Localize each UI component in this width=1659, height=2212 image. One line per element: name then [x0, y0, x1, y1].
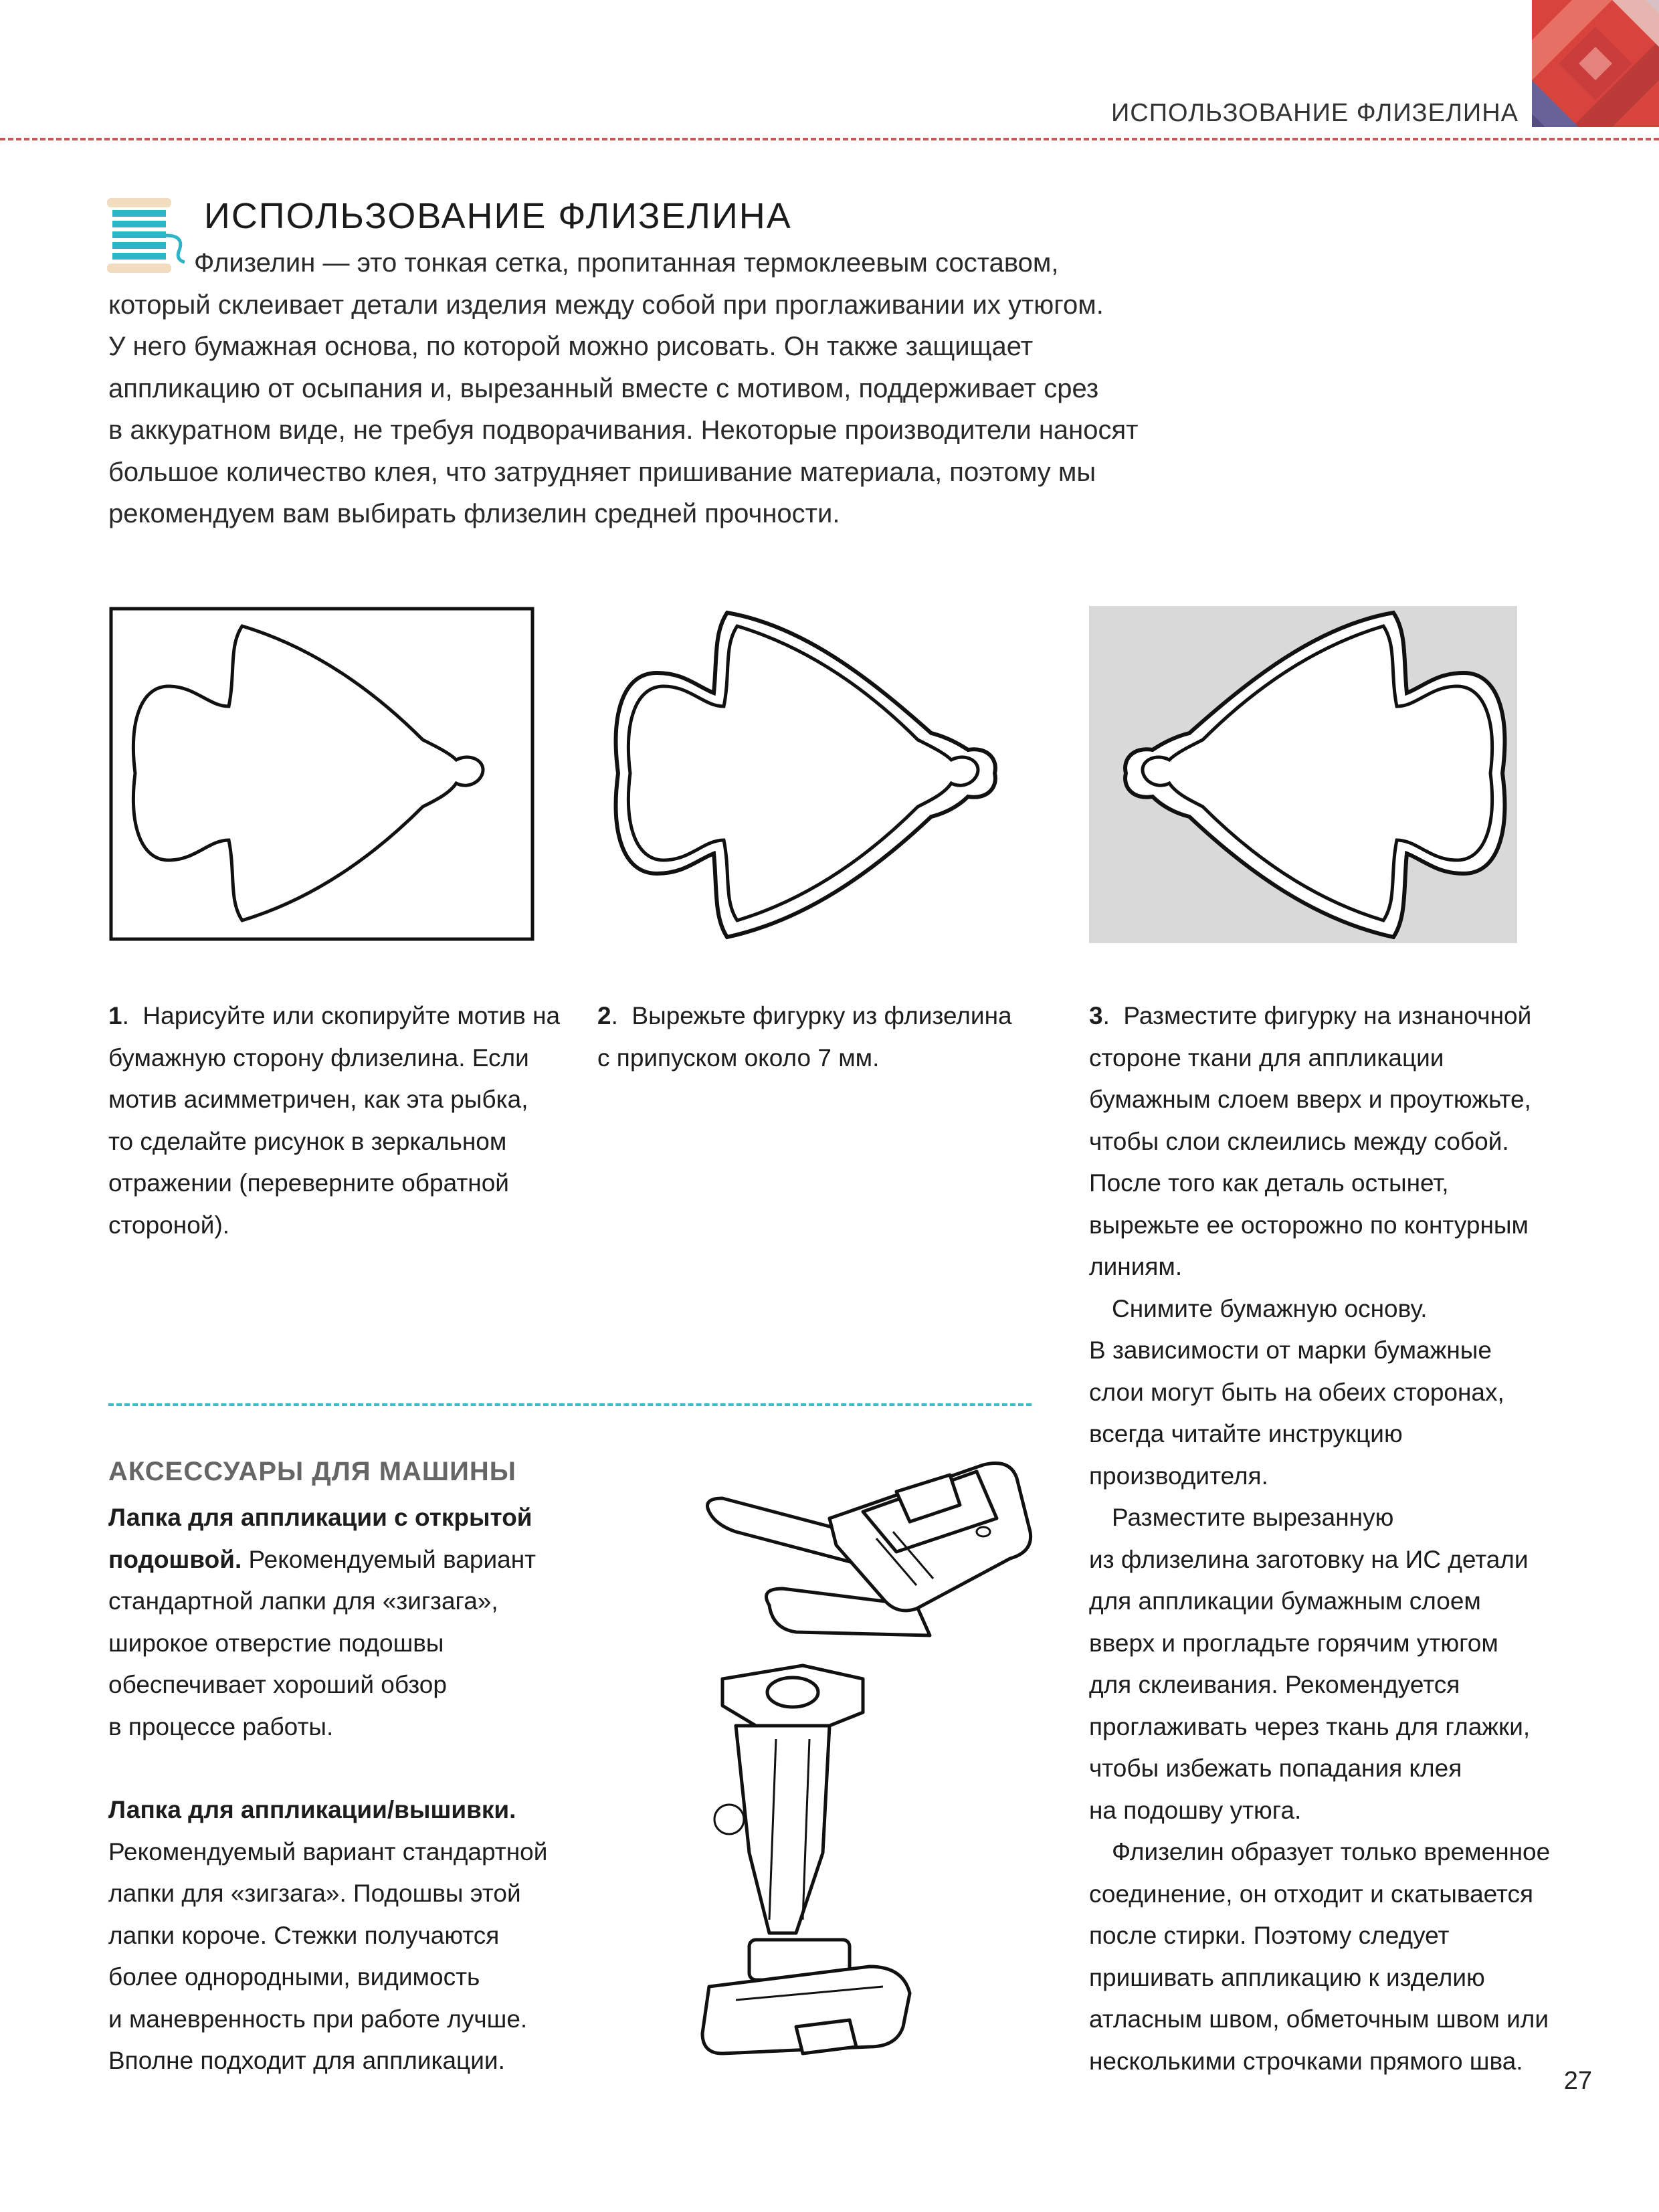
intro-line: большое количество клея, что затрудняет пришивание материала, поэтому мы — [108, 457, 1096, 487]
step-line-text: Вырежьте фигурку из флизелина — [631, 1002, 1012, 1029]
step-line: 3. Разместите фигурку на изнаночной — [1089, 1002, 1532, 1029]
step-line: всегда читайте инструкцию — [1089, 1420, 1403, 1447]
step-line: В зависимости от марки бумажные — [1089, 1336, 1492, 1364]
intro-paragraph — [108, 242, 1446, 535]
acc-line: и маневренность при работе лучше. — [108, 2005, 528, 2033]
step-line: из флизелина заготовку на ИС детали — [1089, 1545, 1529, 1573]
step-line: слои могут быть на обеих сторонах, — [1089, 1378, 1504, 1406]
step-number: 3 — [1089, 1002, 1103, 1029]
step-2-text — [597, 995, 1052, 1079]
acc-line — [108, 1497, 577, 1539]
foot1-name: Лапка для аппликации с открытой — [108, 1504, 532, 1531]
accessories-text — [108, 1497, 577, 2082]
fabric-swatch-image — [1532, 0, 1659, 127]
acc-line: в процессе работы. — [108, 1712, 334, 1740]
step-line: для склеивания. Рекомендуется — [1089, 1671, 1460, 1698]
open-toe-presser-foot-image — [696, 1438, 1044, 1639]
figure-fish-drawing — [108, 606, 536, 943]
step-line: 1. Нарисуйте или скопируйте мотив на — [108, 1002, 561, 1029]
step-line: бумажную сторону флизелина. Если — [108, 1043, 529, 1072]
step-line: соединение, он отходит и скатывается — [1089, 1880, 1534, 1908]
acc-spacer — [108, 1748, 577, 1789]
header-dashed-rule — [0, 138, 1659, 140]
step-line: После того как деталь остынет, — [1089, 1169, 1449, 1197]
intro-line: рекомендуем вам выбирать флизелин средней прочности. — [108, 499, 840, 528]
running-header-title: ИСПОЛЬЗОВАНИЕ ФЛИЗЕЛИНА — [1110, 99, 1519, 127]
step-line: Снимите бумажную основу. — [1112, 1294, 1428, 1322]
section-dashed-divider — [108, 1403, 1032, 1406]
foot2-name: Лапка для аппликации/вышивки. — [108, 1796, 516, 1823]
step-line: чтобы избежать попадания клея — [1089, 1754, 1462, 1782]
intro-line: У него бумажная основа, по которой можно рисовать. Он также защищает — [108, 332, 1034, 361]
step-line: на подошву утюга. — [1089, 1796, 1302, 1824]
step-line: стороне ткани для аппликации — [1089, 1043, 1444, 1072]
acc-line: широкое отверстие подошвы — [108, 1629, 444, 1657]
step-line: Флизелин образует только временное — [1112, 1838, 1551, 1866]
step-line: с припуском около 7 мм. — [597, 1043, 880, 1072]
figure-fish-on-fabric — [1089, 606, 1517, 943]
step-1-text — [108, 995, 563, 1246]
step-line-text: Нарисуйте или скопируйте мотив на — [142, 1002, 561, 1029]
applique-presser-foot-image — [696, 1652, 1044, 2067]
step-line: мотив асимметричен, как эта рыбка, — [108, 1086, 528, 1113]
acc-line: более однородными, видимость — [108, 1963, 480, 1991]
acc-line — [108, 1539, 577, 1581]
step-line: чтобы слои склеились между собой. — [1089, 1127, 1509, 1155]
step-line: для аппликации бумажным слоем — [1089, 1587, 1481, 1615]
acc-line: стандартной лапки для «зигзага», — [108, 1587, 498, 1615]
step-line: бумажным слоем вверх и проутюжьте, — [1089, 1086, 1531, 1113]
step-line: линиям. — [1089, 1253, 1183, 1280]
step-line: несколькими строчками прямого шва. — [1089, 2047, 1523, 2075]
step-line: вверх и прогладьте горячим утюгом — [1089, 1629, 1498, 1657]
step-3-text — [1089, 995, 1571, 2082]
foot1-name-cont: подошвой. — [108, 1545, 242, 1573]
acc-line — [108, 1789, 577, 1831]
step-line-text: Разместите фигурку на изнаночной — [1123, 1002, 1532, 1029]
step-line: производителя. — [1089, 1462, 1268, 1490]
step-number: 1 — [108, 1002, 122, 1029]
step-line: то сделайте рисунок в зеркальном — [108, 1127, 507, 1155]
acc-line: обеспечивает хороший обзор — [108, 1671, 447, 1698]
intro-line: в аккуратном виде, не требуя подворачивания. Некоторые производители наносят — [108, 415, 1139, 445]
foot1-desc-start: Рекомендуемый вариант — [241, 1545, 536, 1573]
step-line: Разместите вырезанную — [1112, 1504, 1394, 1531]
intro-line: Флизелин — это тонкая сетка, пропитанная термоклеевым составом, — [194, 248, 1059, 278]
page-number: 27 — [1563, 2067, 1592, 2095]
step-line: стороной). — [108, 1211, 230, 1239]
step-line: проглаживать через ткань для глажки, — [1089, 1712, 1531, 1740]
step-line: вырежьте ее осторожно по контурным — [1089, 1211, 1529, 1239]
acc-line: лапки короче. Стежки получаются — [108, 1921, 500, 1949]
step-line: отражении (переверните обратной — [108, 1169, 509, 1197]
section-title: ИСПОЛЬЗОВАНИЕ ФЛИЗЕЛИНА — [204, 196, 792, 236]
intro-line: который склеивает детали изделия между собой при проглаживании их утюгом. — [108, 290, 1104, 320]
figure-fish-cutout — [603, 606, 1032, 943]
intro-line: аппликацию от осыпания и, вырезанный вместе с мотивом, поддерживает срез — [108, 373, 1099, 403]
step-line: пришивать аппликацию к изделию — [1089, 1963, 1485, 1991]
step-number: 2 — [597, 1002, 611, 1029]
accessories-title: АКСЕССУАРЫ ДЛЯ МАШИНЫ — [108, 1457, 516, 1486]
acc-line: Вполне подходит для аппликации. — [108, 2047, 505, 2074]
step-line: атласным швом, обметочным швом или — [1089, 2005, 1549, 2033]
acc-line: лапки для «зигзага». Подошвы этой — [108, 1880, 521, 1907]
step-line: 2. Вырежьте фигурку из флизелина — [597, 1002, 1012, 1029]
acc-line: Рекомендуемый вариант стандартной — [108, 1837, 548, 1866]
step-line: после стирки. Поэтому следует — [1089, 1922, 1450, 1949]
